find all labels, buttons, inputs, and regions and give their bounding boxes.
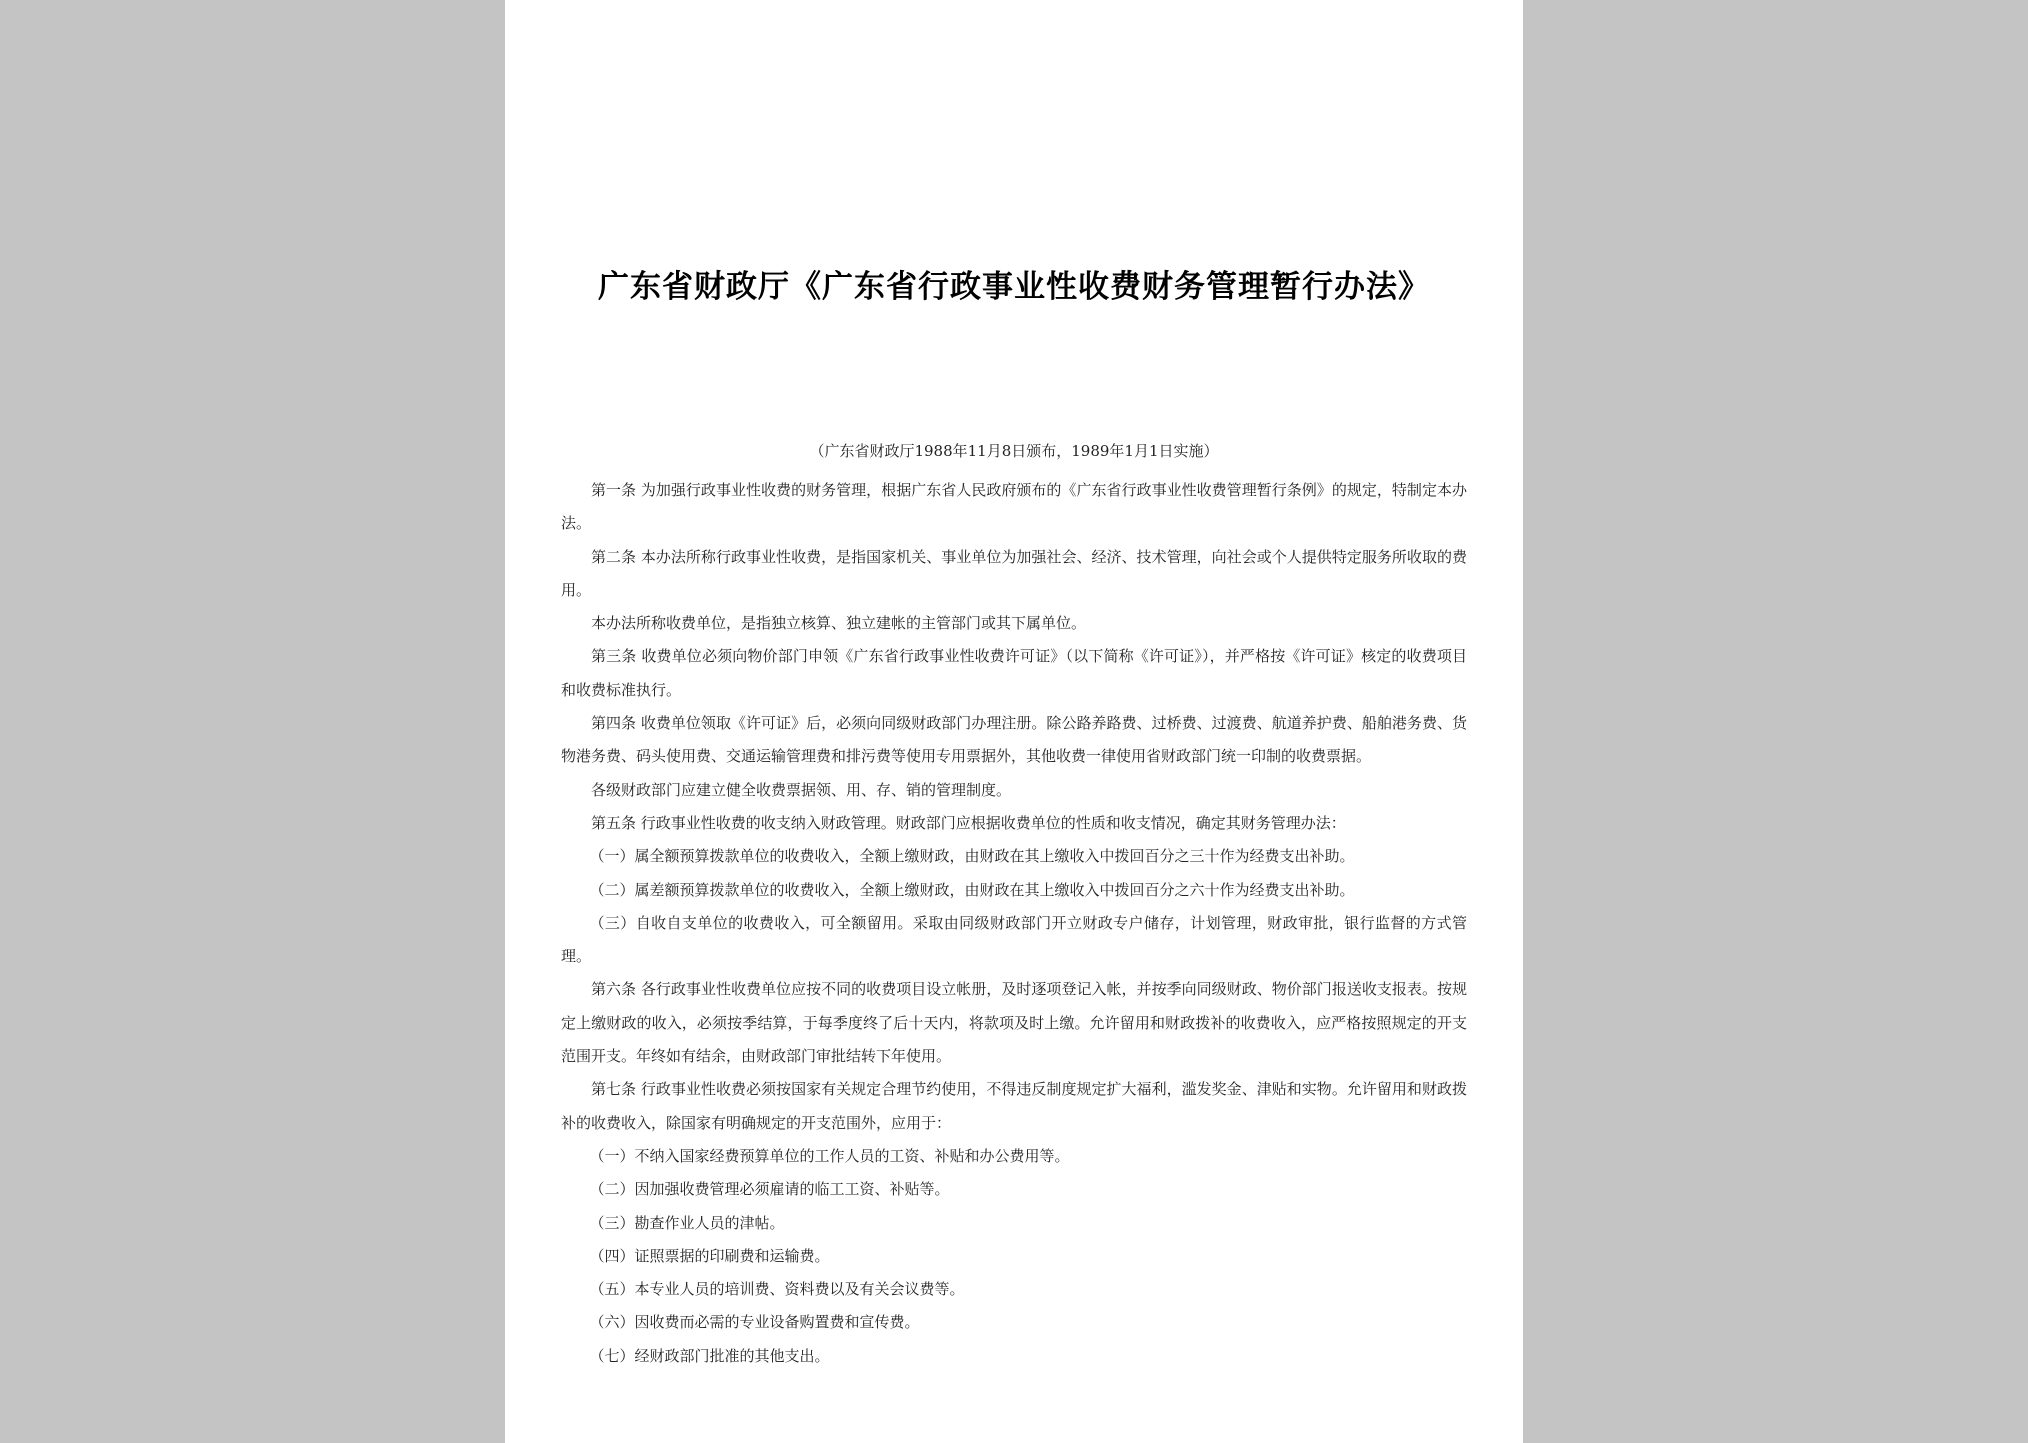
article-5: 第五条 行政事业性收费的收支纳入财政管理。财政部门应根据收费单位的性质和收支情况，确定其财务管理办法： (591, 813, 1346, 832)
article-7-item-5: （五）本专业人员的培训费、资料费以及有关会议费等。 (589, 1280, 965, 1299)
article-4-note: 各级财政部门应建立健全收费票据领、用、存、销的管理制度。 (591, 780, 1012, 799)
article-6: 第六条 各行政事业性收费单位应按不同的收费项目设立帐册，及时逐项登记入帐，并按季向同级财政、物价部门报送收支报表。按规定上缴财政的收入，必须按季结算，于每季度终了后十天内，将款项及时上缴。允许留用和财政拨补的收费收入，应严格按照规定的开支范围开支。年终如有结余，由财政部门审批结转下年使用。 (561, 980, 1467, 1066)
article-7-item-1: （一）不纳入国家经费预算单位的工作人员的工资、补贴和办公费用等。 (589, 1146, 1070, 1165)
article-3: 第三条 收费单位必须向物价部门申领《广东省行政事业性收费许可证》（以下简称《许可证》），并严格按《许可证》核定的收费项目和收费标准执行。 (561, 647, 1467, 699)
article-1: 第一条 为加强行政事业性收费的财务管理，根据广东省人民政府颁布的《广东省行政事业性收费管理暂行条例》的规定，特制定本办法。 (561, 481, 1467, 533)
article-7: 第七条 行政事业性收费必须按国家有关规定合理节约使用，不得违反制度规定扩大福利，滥发奖金、津贴和实物。允许留用和财政拨补的收费收入，除国家有明确规定的开支范围外，应用于： (561, 1080, 1467, 1132)
article-7-item-2: （二）因加强收费管理必须雇请的临工工资、补贴等。 (589, 1180, 950, 1199)
article-5-item-1: （一）属全额预算拨款单位的收费收入，全额上缴财政，由财政在其上缴收入中拨回百分之三十作为经费支出补助。 (589, 847, 1355, 866)
article-2-note: 本办法所称收费单位，是指独立核算、独立建帐的主管部门或其下属单位。 (591, 614, 1087, 633)
document-title: 广东省财政厅《广东省行政事业性收费财务管理暂行办法》 (598, 269, 1430, 305)
article-7-item-4: （四）证照票据的印刷费和运输费。 (589, 1246, 830, 1265)
document-page (505, 0, 1523, 1443)
article-5-item-2: （二）属差额预算拨款单位的收费收入，全额上缴财政，由财政在其上缴收入中拨回百分之六十作为经费支出补助。 (589, 880, 1355, 899)
article-7-item-6: （六）因收费而必需的专业设备购置费和宣传费。 (589, 1313, 920, 1332)
article-7-item-7: （七）经财政部门批准的其他支出。 (589, 1346, 830, 1365)
document-body (561, 474, 1467, 1373)
article-7-item-3: （三）勘查作业人员的津帖。 (589, 1213, 785, 1232)
article-5-item-3: （三）自收自支单位的收费收入，可全额留用。采取由同级财政部门开立财政专户储存，计划管理，财政审批，银行监督的方式管理。 (561, 913, 1467, 966)
article-4: 第四条 收费单位领取《许可证》后，必须向同级财政部门办理注册。除公路养路费、过桥费、过渡费、航道养护费、船舶港务费、货物港务费、码头使用费、交通运输管理费和排污费等使用专用票据外，其他收费一律使用省财政部门统一印制的收费票据。 (561, 714, 1467, 766)
article-2: 第二条 本办法所称行政事业性收费，是指国家机关、事业单位为加强社会、经济、技术管理，向社会或个人提供特定服务所收取的费用。 (561, 547, 1467, 599)
issue-note: （广东省财政厅1988年11月8日颁布，1989年1月1日实施） (809, 442, 1219, 460)
